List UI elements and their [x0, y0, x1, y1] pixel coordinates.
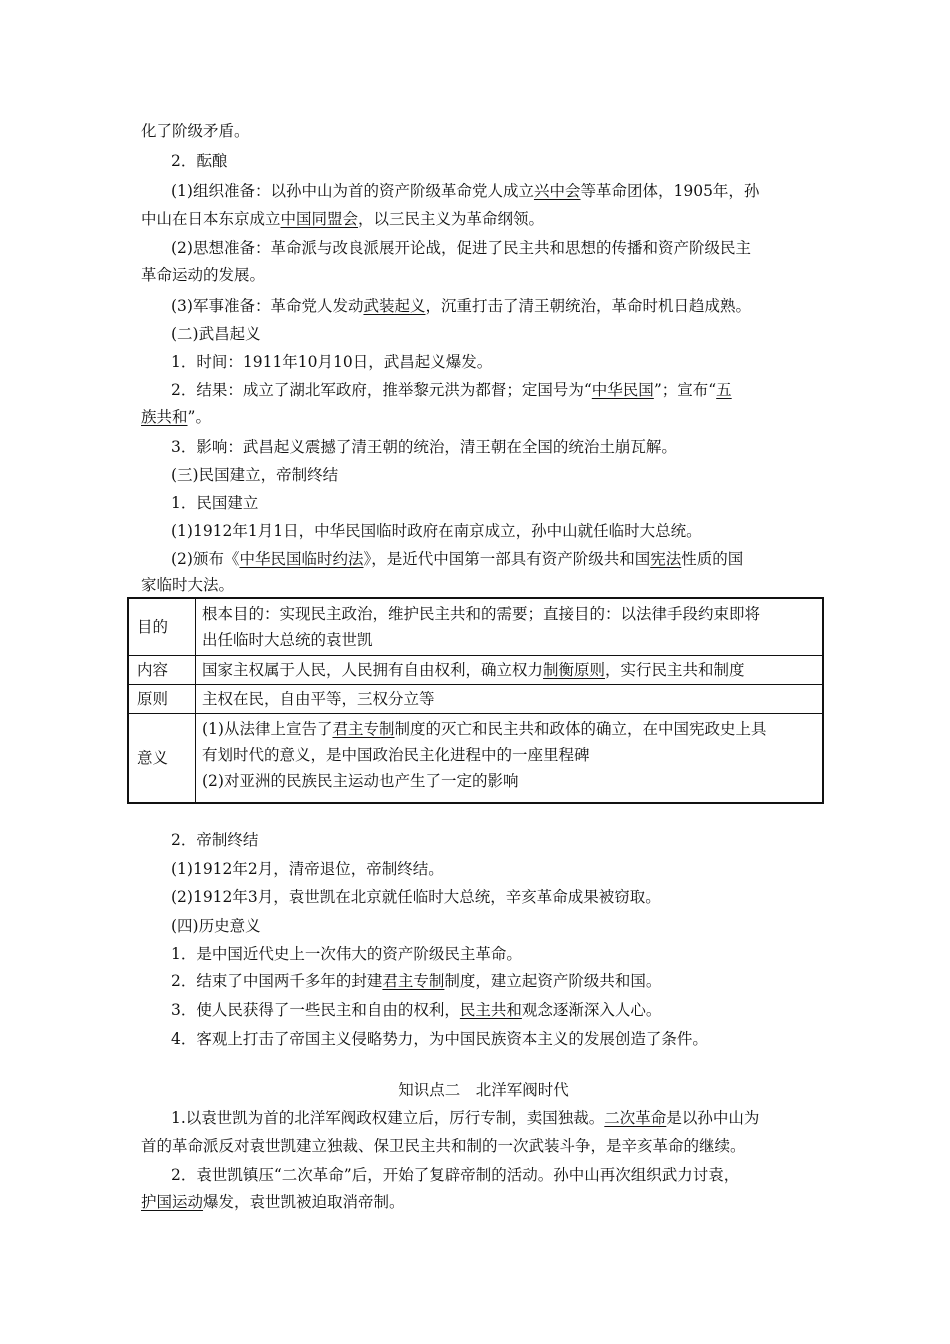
- underlined-term: 兴中会: [533, 182, 581, 200]
- text-line: 1．是中国近代史上一次伟大的资产阶级民主革命。: [171, 945, 522, 963]
- text-line: 2．结束了中国两千多年的封建君主专制制度，建立起资产阶级共和国。: [171, 972, 662, 990]
- underlined-term: 护国运动: [141, 1193, 204, 1211]
- table-key-cell: 内容: [128, 656, 196, 685]
- constitution-table: [127, 597, 824, 804]
- underlined-term: 制衡原则: [543, 661, 606, 679]
- table-row: [128, 656, 823, 685]
- text-line: (1)组织准备：以孙中山为首的资产阶级革命党人成立兴中会等革命团体，1905年，孙: [171, 182, 760, 200]
- text-line: (2)思想准备：革命派与改良派展开论战，促进了民主共和思想的传播和资产阶级民主: [171, 239, 751, 257]
- underlined-term: 五: [716, 381, 732, 399]
- underlined-term: 中国同盟会: [280, 210, 359, 228]
- subheading: 2．酝酿: [171, 152, 228, 170]
- section-heading: (二)武昌起义: [171, 325, 261, 343]
- text-line: 首的革命派反对袁世凯建立独裁、保卫民主共和制的一次武装斗争，是辛亥革命的继续。: [141, 1137, 746, 1155]
- underlined-term: 君主专制: [332, 720, 395, 738]
- underlined-term: 宪法: [650, 550, 682, 568]
- text-line: 革命运动的发展。: [141, 266, 266, 284]
- underlined-term: 君主专制: [382, 972, 445, 990]
- text-line: 中山在日本东京成立中国同盟会，以三民主义为革命纲领。: [141, 210, 545, 228]
- text-line: 2．袁世凯镇压“二次革命”后，开始了复辟帝制的活动。孙中山再次组织武力讨袁，: [171, 1166, 740, 1184]
- text-line: (3)军事准备：革命党人发动武装起义，沉重打击了清王朝统治，革命时机日趋成熟。: [171, 297, 751, 315]
- section-heading: (四)历史意义: [171, 917, 261, 935]
- text-line: 4．客观上打击了帝国主义侵略势力，为中国民族资本主义的发展创造了条件。: [171, 1030, 708, 1048]
- text-line: (1)1912年1月1日，中华民国临时政府在南京成立，孙中山就任临时大总统。: [171, 522, 702, 540]
- section-title: 知识点二 北洋军阀时代: [398, 1081, 569, 1099]
- table-value-cell: 国家主权属于人民，人民拥有自由权利，确立权力制衡原则，实行民主共和制度: [196, 656, 824, 685]
- underlined-term: 民主共和: [459, 1001, 522, 1019]
- text-line: 2．结果：成立了湖北军政府，推举黎元洪为都督；定国号为“中华民国”；宣布“五: [171, 381, 732, 399]
- text-line: 1．时间：1911年10月10日，武昌起义爆发。: [171, 353, 493, 371]
- text-line: (1)1912年2月，清帝退位，帝制终结。: [171, 860, 444, 878]
- text-line: 化了阶级矛盾。: [141, 122, 250, 140]
- subheading: 2．帝制终结: [171, 831, 259, 849]
- table-value-cell: (1)从法律上宣告了君主专制制度的灭亡和民主共和政体的确立，在中国宪政史上具 有划时代的意义，是中国政治民主化进程中的一座里程碑 (2)对亚洲的民族民主运动也产生了一定的影响: [196, 714, 824, 804]
- text-line: 3．影响：武昌起义震撼了清王朝的统治，清王朝在全国的统治土崩瓦解。: [171, 438, 677, 456]
- table-key-cell: 原则: [128, 685, 196, 714]
- table-value-cell: 根本目的：实现民主政治，维护民主共和的需要；直接目的：以法律手段约束即将 出任临时大总统的袁世凯: [196, 598, 824, 656]
- text-line: 3．使人民获得了一些民主和自由的权利，民主共和观念逐渐深入人心。: [171, 1001, 662, 1019]
- underlined-term: 中华民国临时约法: [239, 550, 364, 568]
- underlined-term: 二次革命: [604, 1109, 667, 1127]
- table-key-cell: 目的: [128, 598, 196, 656]
- table-row: [128, 714, 823, 804]
- text-line: 家临时大法。: [141, 576, 235, 594]
- section-heading: (三)民国建立，帝制终结: [171, 466, 339, 484]
- text-line: 护国运动爆发，袁世凯被迫取消帝制。: [141, 1193, 405, 1211]
- table-key-cell: 意义: [128, 714, 196, 804]
- text-line: 1.以袁世凯为首的北洋军阀政权建立后，厉行专制，卖国独裁。二次革命是以孙中山为: [171, 1109, 760, 1127]
- underlined-term: 族共和: [141, 408, 188, 426]
- text-line: (2)1912年3月，袁世凯在北京就任临时大总统，辛亥革命成果被窃取。: [171, 888, 661, 906]
- subheading: 1．民国建立: [171, 494, 259, 512]
- text-line: (2)颁布《中华民国临时约法》，是近代中国第一部具有资产阶级共和国宪法性质的国: [171, 550, 744, 568]
- underlined-term: 中华民国: [591, 381, 654, 399]
- table-value-cell: 主权在民，自由平等，三权分立等: [196, 685, 824, 714]
- table-row: [128, 598, 823, 656]
- text-line: 族共和”。: [141, 408, 211, 426]
- underlined-term: 武装起义: [363, 297, 426, 315]
- table-row: [128, 685, 823, 714]
